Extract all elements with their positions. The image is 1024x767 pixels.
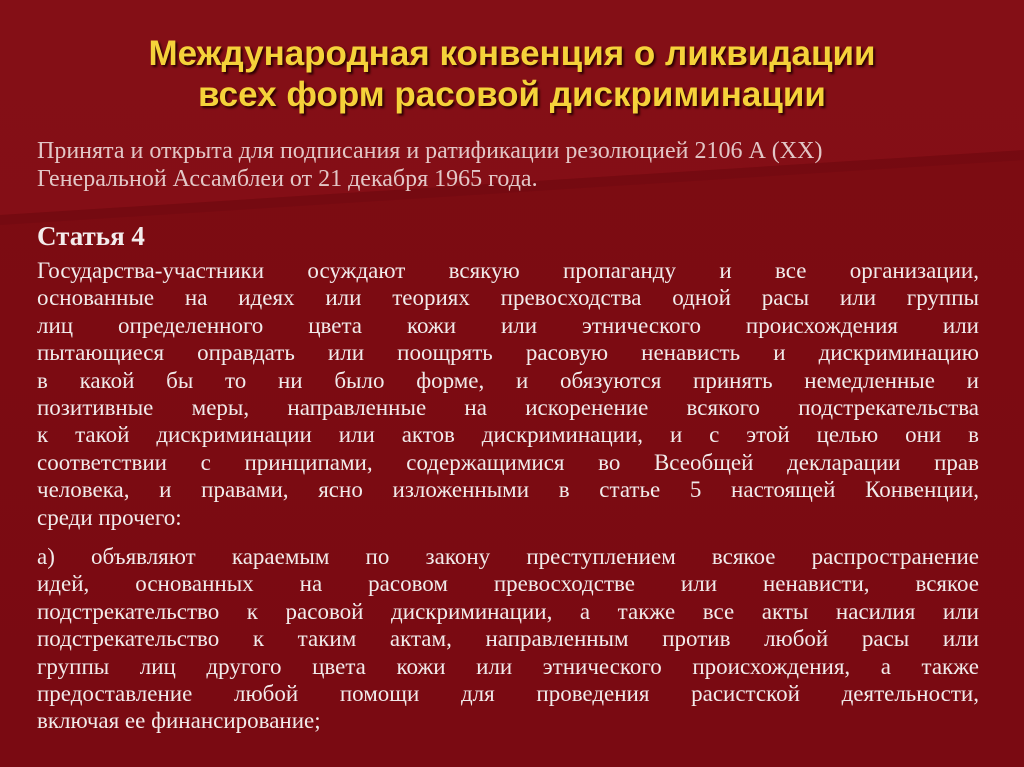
paragraph-line: в какой бы то ни было форме, и обязуются принять немедленные и (37, 367, 979, 393)
subtitle (37, 137, 977, 193)
paragraph-line: к такой дискриминации или актов дискриминации, и с этой целью они в (37, 422, 979, 448)
paragraph-line: соответствии с принципами, содержащимися во Всеобщей декларации прав (37, 449, 979, 475)
subtitle-line-2: Генеральной Ассамблеи от 21 декабря 1965 года. (37, 166, 538, 192)
paragraph-line: человека, и правами, ясно изложенными в статье 5 настоящей Конвенции, (37, 477, 979, 503)
paragraph-line: группы лиц другого цвета кожи или этнического происхождения, а также (37, 653, 979, 679)
slide-title (0, 33, 1024, 115)
paragraph-line: предоставление любой помощи для проведения расистской деятельности, (37, 680, 979, 706)
paragraph-line: позитивные меры, направленные на искоренение всякого подстрекательства (37, 394, 979, 420)
title-line-1: Международная конвенция о ликвидации (148, 34, 876, 73)
paragraph-line: идей, основанных на расовом превосходстве или ненависти, всякое (37, 571, 979, 597)
paragraph-line: пытающиеся оправдать или поощрять расовую ненависть и дискриминацию (37, 340, 979, 366)
paragraph-line: включая ее финансирование; (37, 708, 321, 734)
paragraph-line: Государства-участники осуждают всякую пропаганду и все организации, (37, 258, 979, 283)
title-line-2: всех форм расовой дискриминации (198, 75, 826, 114)
paragraph-line: подстрекательство к расовой дискриминации, а также все акты насилия или (37, 598, 979, 624)
paragraph-line: основанные на идеях или теориях превосходства одной расы или группы (37, 285, 979, 311)
subtitle-line-1: Принята и открыта для подписания и ратификации резолюцией 2106 А (XX) (37, 138, 823, 164)
paragraph-line: лиц определенного цвета кожи или этнического происхождения или (37, 312, 979, 338)
paragraph-line: а) объявляют караемым по закону преступлением всякое распространение (37, 544, 979, 569)
paragraph-line: подстрекательство к таким актам, направленным против любой расы или (37, 626, 979, 652)
article-heading: Статья 4 (37, 221, 145, 251)
paragraph-line: среди прочего: (37, 504, 182, 530)
article-paragraph-1 (37, 257, 979, 531)
article-paragraph-2 (37, 543, 979, 735)
